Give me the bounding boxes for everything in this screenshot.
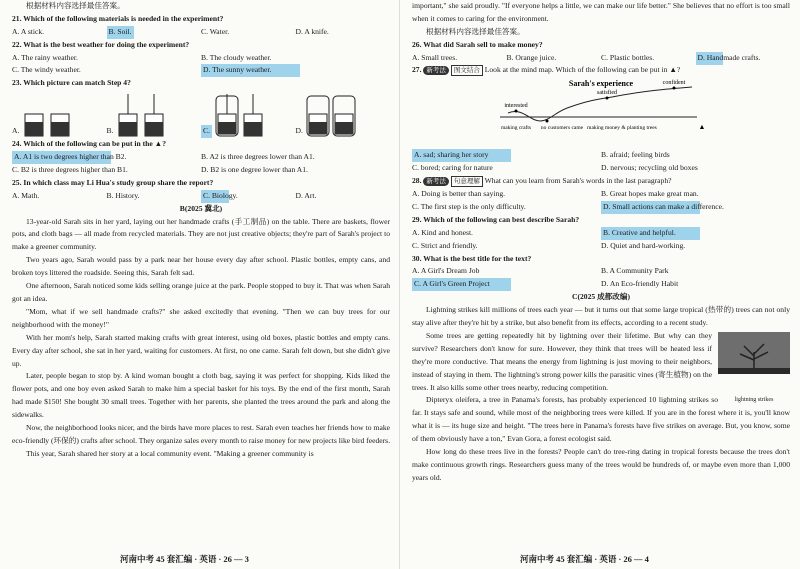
- option-22c[interactable]: C. The windy weather.: [12, 65, 81, 75]
- option-28b[interactable]: B. Great hopes make great man.: [601, 189, 699, 199]
- option-28d[interactable]: [601, 201, 790, 214]
- passage-paragraph: One afternoon, Sarah noticed some kids selling orange juice at the park. People stopped to buy it. That was when Sarah got an idea.: [12, 281, 390, 304]
- question-30: 30. What is the best title for the text?: [412, 253, 532, 263]
- question-type-tag: 句意理解: [451, 176, 483, 187]
- option-23b[interactable]: B.: [107, 92, 202, 138]
- options-28: [412, 188, 790, 201]
- options-29-row2: [412, 240, 790, 253]
- right-page: [412, 0, 790, 485]
- option-29b[interactable]: [601, 227, 790, 240]
- mind-map: [412, 77, 790, 149]
- photo-caption: lightning strikes: [734, 397, 774, 404]
- option-21a[interactable]: A. A stick.: [12, 26, 45, 36]
- mind-map-title: Sarah's experience: [568, 79, 634, 89]
- page-footer-left: 河南中考 45 套汇编 · 英语 · 26 — 3: [120, 554, 249, 564]
- event-planting: making money & planting trees: [587, 125, 657, 132]
- point-interested: [515, 110, 518, 113]
- option-24d[interactable]: D. B2 is one degree lower than A1.: [201, 165, 308, 175]
- option-27a[interactable]: [412, 149, 601, 162]
- option-29c[interactable]: C. Strict and friendly.: [412, 240, 478, 250]
- answer-highlight: B. Soil.: [107, 26, 135, 39]
- option-26c[interactable]: C. Plastic bottles.: [601, 52, 655, 62]
- option-30d[interactable]: D. An Eco-friendly Habit: [601, 279, 679, 289]
- passage-paragraph: "Mom, what if we sell handmade crafts?" she asked excitedly that evening. "Then we can buy trees for our neighborhood with the money!": [12, 306, 390, 329]
- options-30-row2: [412, 278, 790, 291]
- lightning-photo: [718, 332, 790, 374]
- passage-paragraph: Some trees are getting repeatedly hit by lightning over their lifetime. But why can they survive? Researchers don't know for sure. However, they think that trees will be heated less if they're more conductive. That means the energy from lightning is just moving to their neighbors, instead of staying in them. The lightning's strong power kills the parasitic vines (寄生植物) on the trees. It also kills some other trees nearby, reducing competition.: [412, 330, 712, 392]
- options-26: [412, 52, 790, 65]
- option-23a[interactable]: A.: [12, 92, 107, 138]
- question-22: 22. What is the best weather for doing the experiment?: [12, 39, 190, 49]
- options-22-row2: [12, 64, 390, 77]
- option-24a[interactable]: [12, 151, 201, 164]
- question-27: 27. 新考法 图文结合 Look at the mind map. Which of the following can be put in ▲?: [412, 65, 681, 75]
- label-interested: interested: [504, 103, 528, 110]
- question-23: 23. Which picture can match Step 4?: [12, 78, 131, 88]
- option-24b[interactable]: B. A2 is three degrees lower than A1.: [201, 152, 315, 162]
- blank-marker-icon: ▲: [698, 123, 706, 132]
- option-22d[interactable]: [201, 64, 390, 77]
- answer-highlight: D. Handmade crafts.: [696, 52, 724, 65]
- option-25b[interactable]: B. History.: [106, 190, 140, 200]
- options-28-row2: [412, 201, 790, 214]
- answer-highlight: A. sad; sharing her story: [412, 149, 511, 162]
- experience-curve: [412, 77, 790, 149]
- answer-highlight: A. A1 is two degrees higher than B2.: [12, 151, 111, 164]
- question-24: 24. Which of the following can be put in the ▲?: [12, 139, 166, 149]
- option-26d[interactable]: [696, 52, 791, 65]
- event-no-customers: no customers came: [540, 125, 584, 132]
- beakers-picture-b: [113, 92, 169, 138]
- options-24: [12, 151, 390, 164]
- answer-highlight: C. Biology.: [201, 190, 229, 203]
- options-22: [12, 52, 390, 65]
- passage-paragraph: important," she said proudly. "If everyone helps a little, we can make our life better." She believes that no effort is too small when it comes to caring for the environment.: [412, 1, 790, 23]
- options-30: [412, 265, 790, 278]
- beakers-picture-d: [303, 92, 359, 138]
- options-21: [12, 26, 390, 39]
- answer-highlight: B. Creative and helpful.: [601, 227, 700, 240]
- new-type-badge: 新考法: [423, 66, 449, 75]
- left-page: [12, 0, 390, 461]
- option-26b[interactable]: B. Orange juice.: [506, 52, 557, 62]
- passage-paragraph: How long do these trees live in the forests? People can't do tree-ring dating in tropical forests because the trees don't make continuous growth rings. Researchers guess many of the trees would be hundreds of, or maybe even more than 1,000 years old.: [412, 447, 790, 482]
- options-29: [412, 227, 790, 240]
- question-29: 29. Which of the following can best describe Sarah?: [412, 214, 580, 224]
- option-25c[interactable]: [201, 190, 296, 203]
- option-27d[interactable]: D. nervous; recycling old boxes: [601, 163, 698, 173]
- point-blank: [546, 120, 549, 123]
- label-confident: confident: [662, 80, 686, 87]
- passage-paragraph: Lightning strikes kill millions of trees each year — but it turns out that some large tropical (热带的) trees can not only stay alive after they're hit by a strike, but also benefit from its effects, according to a recent study.: [412, 305, 790, 327]
- question-25: 25. In which class may Li Hua's study group share the report?: [12, 177, 214, 187]
- option-27b[interactable]: B. afraid; feeling birds: [601, 150, 670, 160]
- page-divider: [399, 0, 400, 569]
- option-21d[interactable]: D. A knife.: [295, 26, 329, 36]
- option-25d[interactable]: D. Art.: [295, 190, 317, 200]
- option-21b[interactable]: [107, 26, 202, 39]
- question-28: 28. 新考法 句意理解 What can you learn from Sarah's words in the last paragraph?: [412, 176, 672, 186]
- option-30a[interactable]: A. A Girl's Dream Job: [412, 266, 480, 276]
- option-22b[interactable]: B. The cloudy weather.: [201, 52, 272, 62]
- option-30c[interactable]: [412, 278, 601, 291]
- label-satisfied: satisfied: [597, 90, 617, 97]
- passage-paragraph: Dipteryx oleifera, a tree in Panama's forests, has probably experienced 10 lightning strikes so far. It stays safe and sound, while most of the neighboring trees were killed. If you are in the forest where it is, you'll know what it is — its huge size and height. "The trees here in Panama's forests have five strikes on average. But, you know, some of them obviously have a ton," Evan Gora, a forest ecologist said.: [412, 395, 790, 444]
- options-27: [412, 149, 790, 162]
- passage-paragraph: 13-year-old Sarah sits in her yard, laying out her handmade crafts (手工制品) on the table. There are baskets, flower pots, and cloth bags — all made from recycled materials. They are not just creative objects; they're part of Sarah's project to make a greener community.: [12, 216, 390, 252]
- answer-highlight: D. The sunny weather.: [201, 64, 300, 77]
- option-26a[interactable]: A. Small trees.: [412, 52, 458, 62]
- passage-paragraph: Now, the neighborhood looks nicer, and the birds have more places to rest. Sarah even teaches her friends how to make eco-friendly (环保的) crafts after school. They organize sales every month to raise money for new projects like bird feeders.: [12, 423, 391, 445]
- passage-paragraph: Later, people began to stop by. A kind woman bought a cloth bag, saying it was perfect for shopping. Kids liked the flower pots, and one boy even asked Sarah to make him a special basket for his toys. By the end of the first month, Sarah had made $150! She bought 30 small trees. Together with her parents, she planted the trees around the park and along the sidewalks.: [12, 371, 390, 420]
- option-27c[interactable]: C. bored; caring for nature: [412, 163, 493, 173]
- options-23-pictures: [12, 90, 390, 138]
- option-24c[interactable]: C. B2 is three degrees higher than B1.: [12, 165, 128, 175]
- option-30b[interactable]: B. A Community Park: [601, 266, 669, 276]
- option-23d[interactable]: D.: [296, 92, 391, 138]
- passage-paragraph: With her mom's help, Sarah started making crafts with great interest, using old boxes, plastic bottles and empty cans. Every day after school, she sat in her yard, waiting for customers. At first, no one came. Sarah felt down, but she didn't give up.: [12, 332, 390, 368]
- option-29a[interactable]: A. Kind and honest.: [412, 227, 473, 237]
- point-satisfied: [606, 97, 609, 100]
- question-21: 21. Which of the following materials is needed in the experiment?: [12, 13, 224, 23]
- beakers-picture-c: [212, 92, 268, 138]
- passage-paragraph: This year, Sarah shared her story at a local community event. "Making a greener community is: [26, 448, 314, 458]
- tree-silhouette-icon: [718, 332, 790, 374]
- option-29d[interactable]: D. Quiet and hard-working.: [601, 240, 686, 250]
- event-crafts: making crafts: [500, 125, 532, 132]
- instruction: 根据材料内容选择最佳答案。: [426, 26, 525, 36]
- question-26: 26. What did Sarah sell to make money?: [412, 39, 543, 49]
- section-b-heading: B(2025 冀北): [179, 203, 223, 213]
- section-c-heading: C(2025 成都改编): [571, 292, 630, 302]
- point-confident: [673, 87, 676, 90]
- option-22a[interactable]: A. The rainy weather.: [12, 52, 78, 62]
- question-type-tag: 图文结合: [451, 65, 483, 76]
- option-28a[interactable]: A. Doing is better than saying.: [412, 189, 506, 199]
- options-24-row2: [12, 164, 390, 177]
- options-25: [12, 190, 390, 203]
- answer-highlight: C. A Girl's Green Project: [412, 278, 511, 291]
- passage-paragraph: Two years ago, Sarah would pass by a park near her house every day after school. Plastic bottles, empty cans, and broken toys littered the roadside. Seeing this, Sarah felt sad.: [12, 255, 390, 278]
- option-21c[interactable]: C. Water.: [201, 26, 230, 36]
- instruction: 根据材料内容选择最佳答案。: [26, 1, 125, 10]
- option-25a[interactable]: A. Math.: [12, 190, 40, 200]
- option-28c[interactable]: C. The first step is the only difficulty.: [412, 201, 526, 211]
- page-footer-right: 河南中考 45 套汇编 · 英语 · 26 — 4: [520, 554, 649, 564]
- answer-highlight: D. Small actions can make a difference.: [601, 201, 700, 214]
- beakers-picture-a: [19, 92, 75, 138]
- new-type-badge: 新考法: [423, 177, 449, 186]
- options-27-row2: [412, 162, 790, 175]
- option-23c[interactable]: C.: [201, 92, 296, 138]
